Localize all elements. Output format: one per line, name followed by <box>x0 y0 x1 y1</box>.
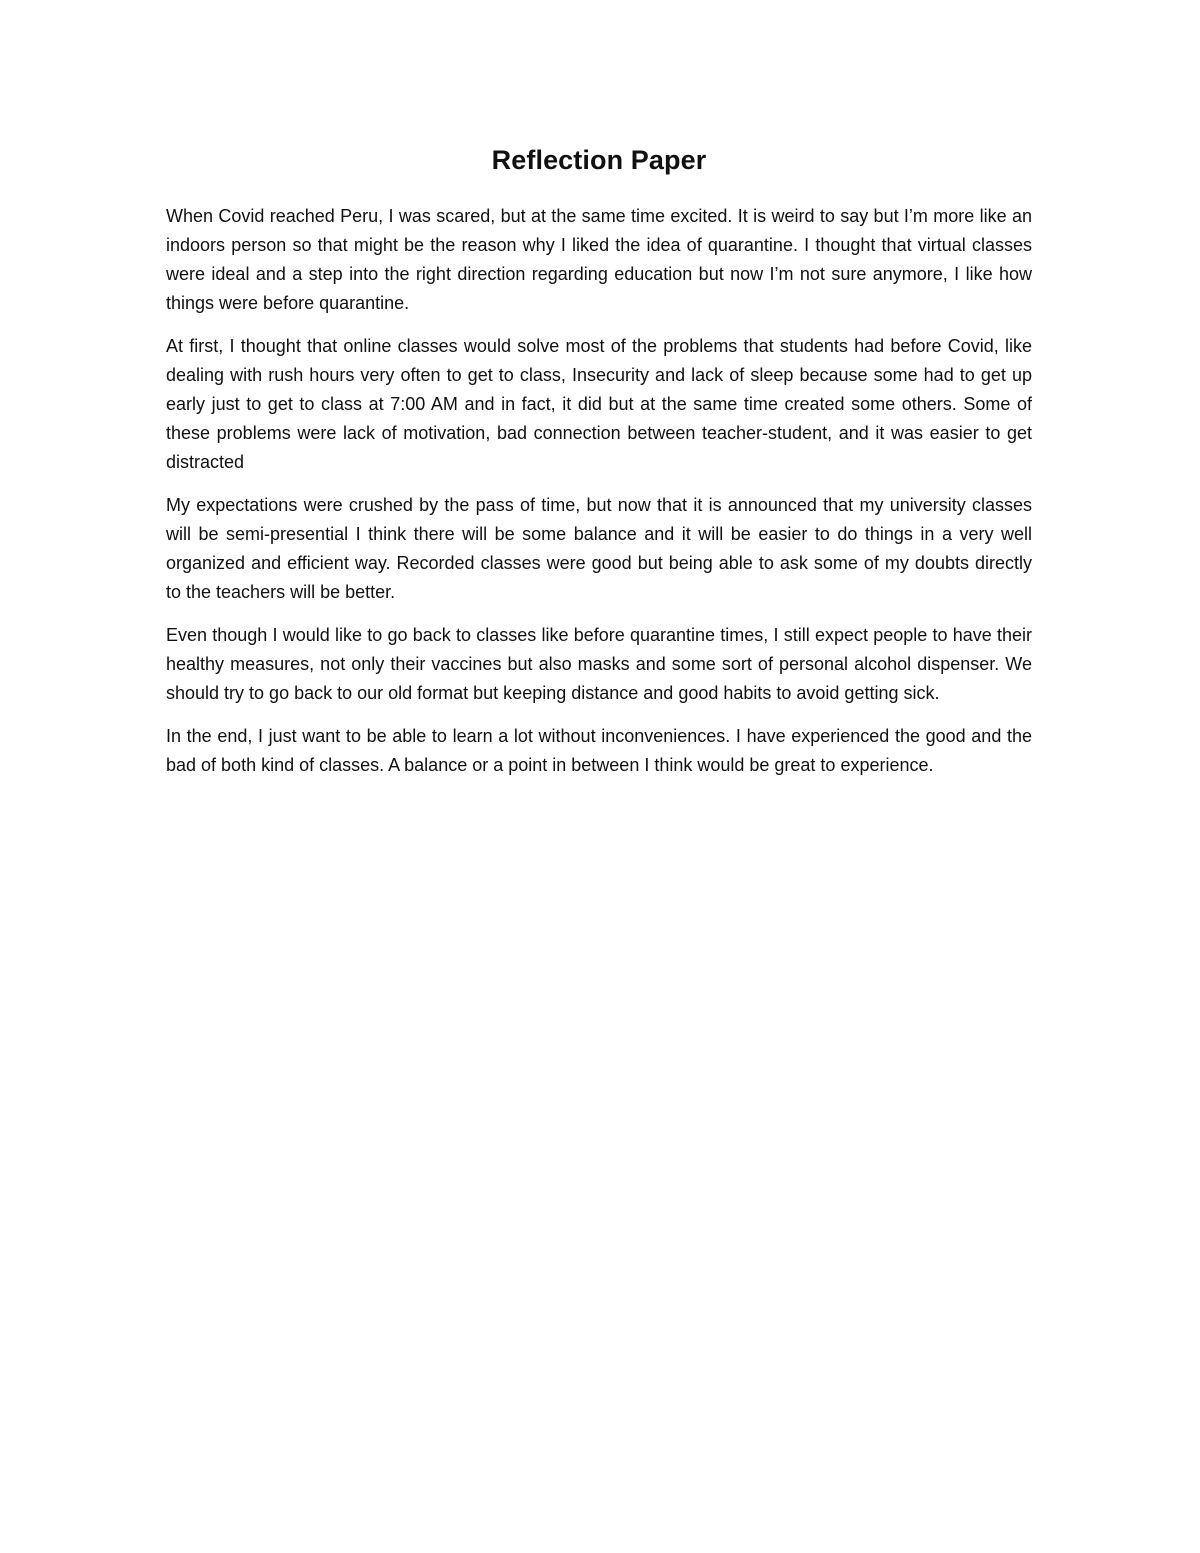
page-title: Reflection Paper <box>491 145 707 175</box>
paragraph-2: At first, I thought that online classes would solve most of the problems that students had before Covid, like dealing with rush hours very often to get to class, Insecurity and lack of sleep because some had to get up early just to get to class at 7:00 AM and in fact, it did but at the same time created some others. Some of these problems were lack of motivation, bad connection between teacher-student, and it was easier to get distracted <box>166 336 1032 472</box>
paragraph-1: When Covid reached Peru, I was scared, but at the same time excited. It is weird to say but I’m more like an indoors person so that might be the reason why I liked the idea of quarantine. I thought that virtual classes were ideal and a step into the right direction regarding education but now I’m not sure anymore, I like how things were before quarantine. <box>166 206 1032 313</box>
paragraph-3: My expectations were crushed by the pass of time, but now that it is announced that my university classes will be semi-presential I think there will be some balance and it will be easier to do things in a very well organized and efficient way. Recorded classes were good but being able to ask some of my doubts directly to the teachers will be better. <box>166 495 1032 602</box>
document-body <box>166 138 1032 780</box>
paragraph-4: Even though I would like to go back to classes like before quarantine times, I still expect people to have their healthy measures, not only their vaccines but also masks and some sort of personal alcohol dispenser. We should try to go back to our old format but keeping distance and good habits to avoid getting sick. <box>166 625 1032 703</box>
paragraph-5: In the end, I just want to be able to learn a lot without inconveniences. I have experienced the good and the bad of both kind of classes. A balance or a point in between I think would be great to experience. <box>166 726 1032 775</box>
